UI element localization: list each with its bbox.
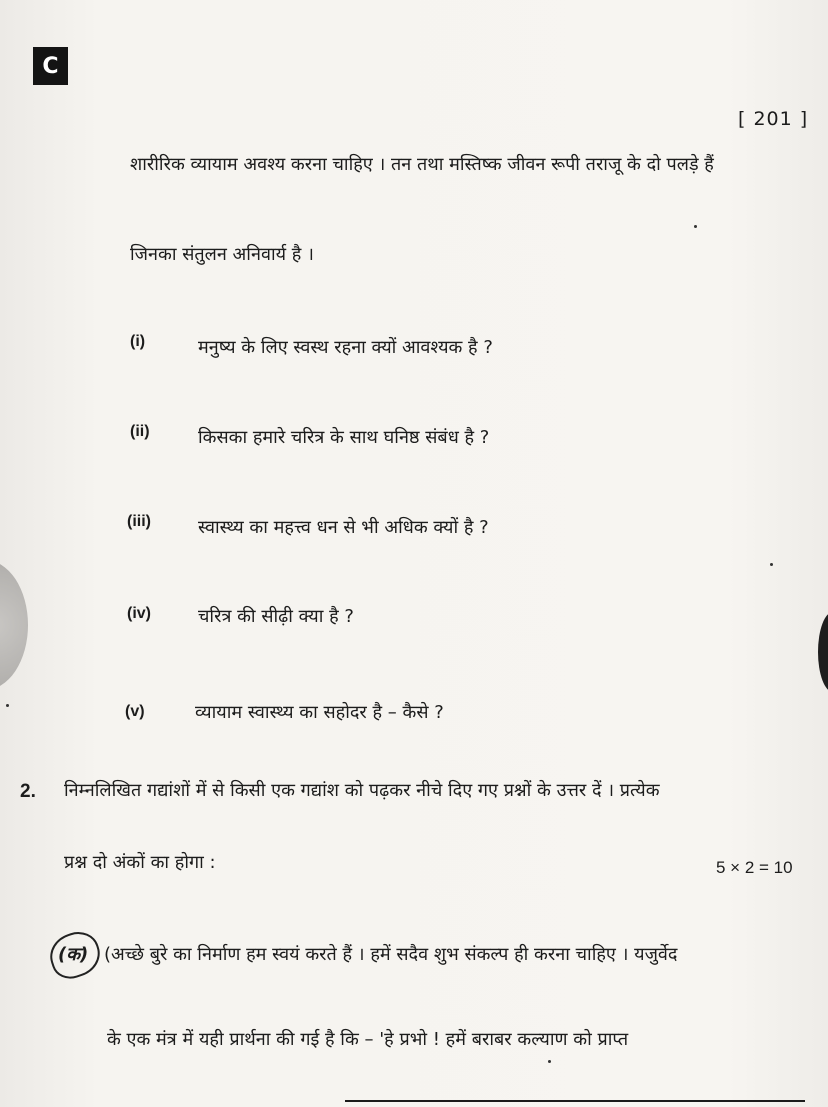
question-label: (i) <box>130 333 146 350</box>
section-badge: C <box>33 47 68 85</box>
bottom-rule <box>345 1100 805 1102</box>
section2-instruction-line-1: निम्नलिखित गद्यांशों में से किसी एक गद्यांश को पढ़कर नीचे दिए गए प्रश्नों के उत्तर दें । प्रत्येक <box>64 780 660 801</box>
question-text: किसका हमारे चरित्र के साथ घनिष्ठ संबंध है ? <box>198 427 490 448</box>
passage-ka-line-2: के एक मंत्र में यही प्रार्थना की गई है कि – 'हे प्रभो ! हमें बराबर कल्याण को प्राप्त <box>107 1029 629 1050</box>
passage-ka-line-1: (अच्छे बुरे का निर्माण हम स्वयं करते हैं । हमें सदैव शुभ संकल्प ही करना चाहिए । यजुर्वेद <box>104 944 678 965</box>
question-label: (ii) <box>130 423 150 440</box>
question-label: (iii) <box>127 513 151 530</box>
page-number: [ 201 ] <box>738 108 809 130</box>
speck <box>548 1060 551 1063</box>
passage-line-2: जिनका संतुलन अनिवार्य है । <box>130 244 314 265</box>
speck <box>770 563 773 566</box>
speck <box>694 225 697 228</box>
passage-label: (क) <box>58 944 89 965</box>
question-text: व्यायाम स्वास्थ्य का सहोदर है – कैसे ? <box>195 702 444 723</box>
question-label: (iv) <box>127 605 151 622</box>
marks-scheme: 5 × 2 = 10 <box>716 858 793 877</box>
question-label: (v) <box>125 703 145 720</box>
question-text: मनुष्य के लिए स्वस्थ रहना क्यों आवश्यक है ? <box>198 337 493 358</box>
speck <box>6 704 9 707</box>
question-text: चरित्र की सीढ़ी क्या है ? <box>198 606 354 627</box>
question-number: 2. <box>20 781 36 802</box>
question-text: स्वास्थ्य का महत्त्व धन से भी अधिक क्यों है ? <box>198 517 489 538</box>
section2-instruction-line-2: प्रश्न दो अंकों का होगा : <box>64 852 216 873</box>
passage-line-1: शारीरिक व्यायाम अवश्य करना चाहिए । तन तथा मस्तिष्क जीवन रूपी तराजू के दो पलड़े हैं <box>130 154 714 175</box>
